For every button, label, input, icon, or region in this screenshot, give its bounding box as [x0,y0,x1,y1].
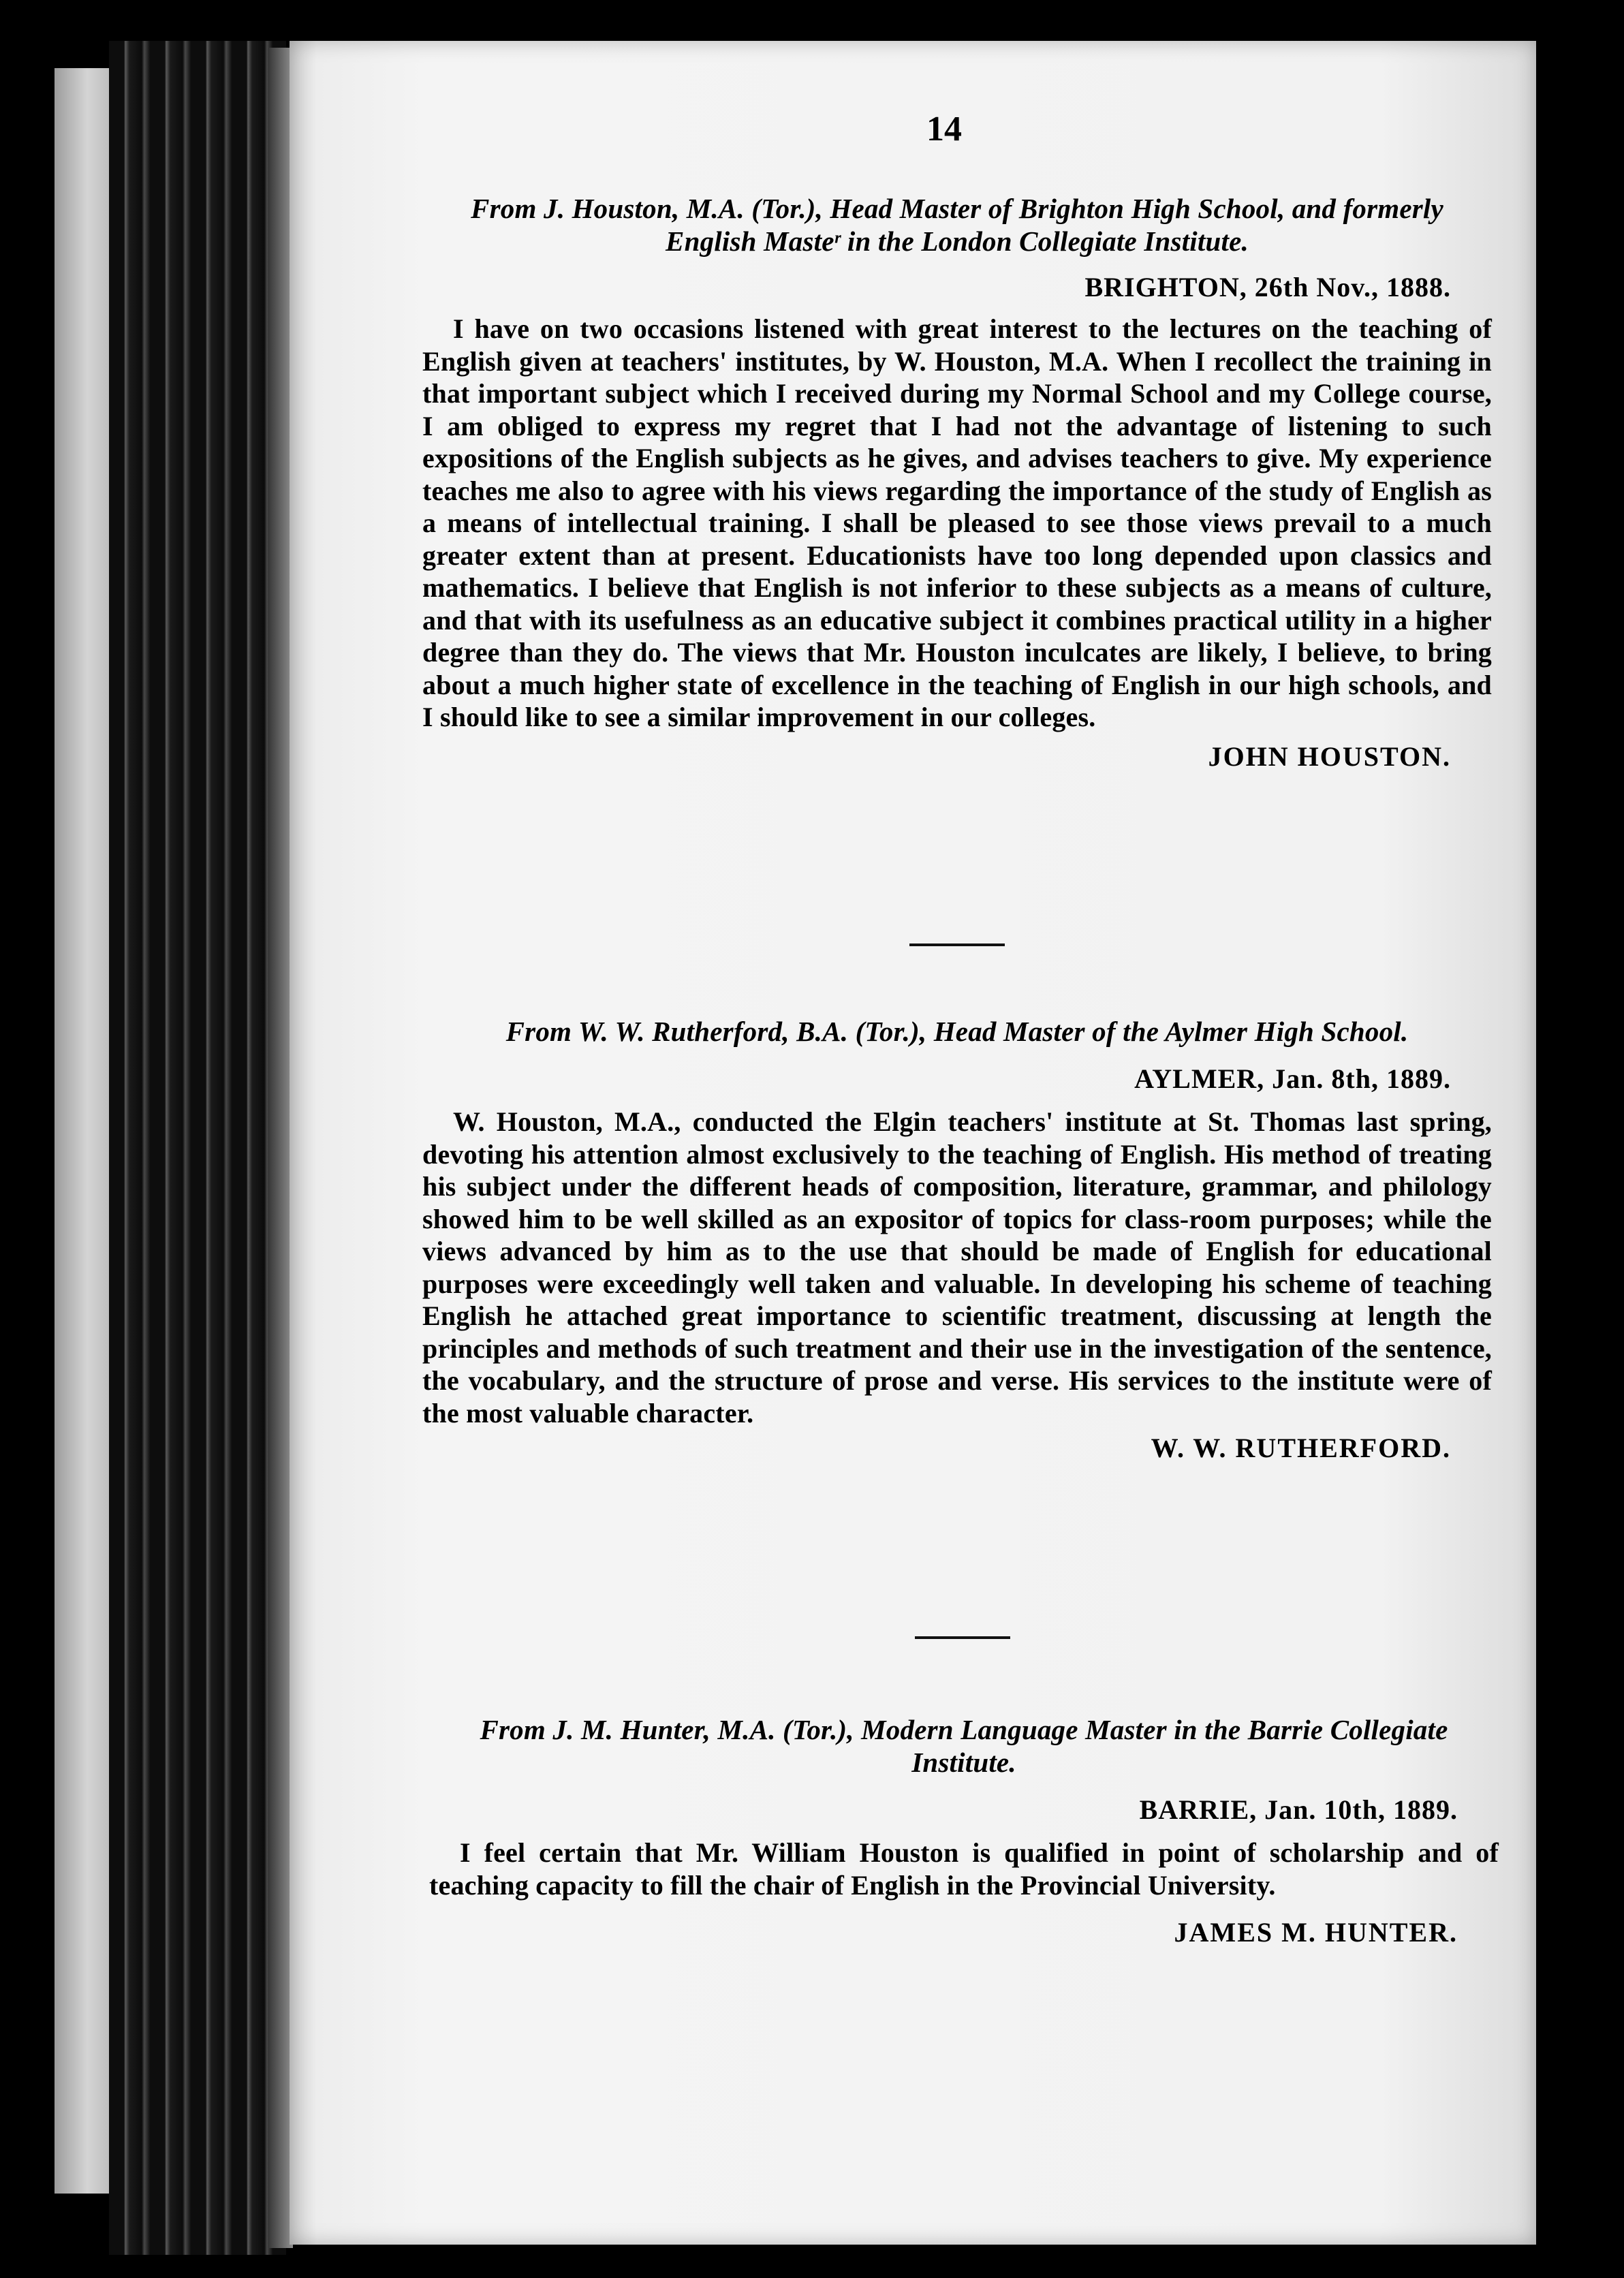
section-divider [915,1636,1010,1639]
letter-hunter [429,1713,1499,1948]
letter-houston [422,192,1492,773]
letter-heading: From W. W. Rutherford, B.A. (Tor.), Head Master of the Aylmer High School. [505,1016,1409,1047]
letter-dateline: AYLMER, Jan. 8th, 1889. [1134,1063,1451,1094]
letter-dateline: BARRIE, Jan. 10th, 1889. [1139,1794,1458,1825]
letter-signature: W. W. RUTHERFORD. [1151,1433,1451,1463]
letter-body: I have on two occasions listened with great interest to the lectures on the teaching of English given at teachers' institutes, by W. Houston, M.A. When I recollect the training in that important subject which I received during my Normal School and my College course, I am obliged to express my regret that I had not the advantage of listening to such expositions of the English subjects as he gives, and advises teachers to give. My experience teaches me also to agree with his views regarding the importance of the study of English as a means of intellectual training. I shall be pleased to see those views prevail to a much greater extent than at present. Educationists have too long depended upon classics and mathematics. I believe that English is not inferior to these subjects as a means of culture, and that with its usefulness as an educative subject it combines practical utility in a higher degree than they do. The views that Mr. Houston inculcates are likely, I believe, to bring about a much higher state of excellence in the teaching of English in our high schools, and I should like to see a similar improvement in our colleges. [422,313,1492,732]
letter-heading: From J. M. Hunter, M.A. (Tor.), Modern Language Master in the Barrie Collegiate Institute. [480,1714,1448,1778]
section-divider [909,943,1005,946]
letter-signature: JAMES M. HUNTER. [1174,1917,1458,1948]
letter-rutherford [422,1015,1492,1464]
letter-signature: JOHN HOUSTON. [1208,740,1451,772]
book-edge-light [54,68,109,2194]
page-number: 14 [926,110,962,149]
letter-dateline: BRIGHTON, 26th Nov., 1888. [1084,272,1451,302]
letter-body: W. Houston, M.A., conducted the Elgin teachers' institute at St. Thomas last spring, devoting his attention almost exclusively to the teaching of English. His method of treating his subject under the different heads of composition, literature, grammar, and philology showed him to be well skilled as an expositor of topics for class-room purposes; while the views advanced by him as to the use that should be made of English for educational purposes were exceedingly well taken and valuable. In developing his scheme of teaching English he attached great importance to scientific treatment, discussing at length the principles and methods of such treatment and their use in the investigation of the sentence, the vocabulary, and the structure of prose and verse. His services to the institute were of the most valuable character. [422,1106,1492,1429]
letter-body: I feel certain that Mr. William Houston is qualified in point of scholarship and of teaching capacity to fill the chair of English in the Provincial University. [429,1837,1499,1901]
letter-heading: From J. Houston, M.A. (Tor.), Head Master of Brighton High School, and formerly English Masteʳ in the London Collegiate Institute. [471,193,1443,257]
book-edge-pages [109,41,286,2255]
